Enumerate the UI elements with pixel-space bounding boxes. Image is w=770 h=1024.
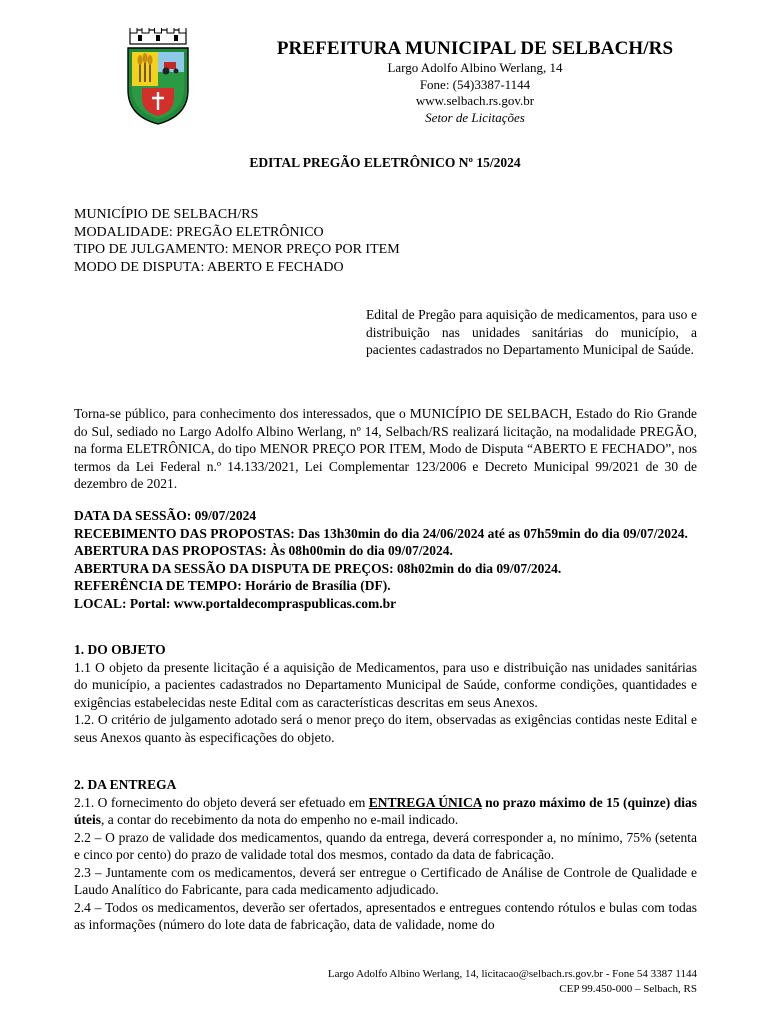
footer-line-1: Largo Adolfo Albino Werlang, 14, licitacao@selbach.rs.gov.br - Fone 54 3387 1144 [327,968,697,980]
section-2-2: 2.2 – O prazo de validade dos medicamentos, quando da entrega, deverá corresponder a, no mínimo, 75% (setenta e cinco por cento) do prazo de validade total dos mesmos, contado da data de fabricação. [74,829,697,862]
section-2-1-bold: no prazo máximo de 15 (quinze) dias úteis [74,794,697,827]
schedule-block [74,507,697,612]
section-2-1 [74,794,697,829]
department: Setor de Licitações [425,109,525,125]
section-1-heading: 1. DO OBJETO [74,642,166,657]
intro-paragraph [74,405,697,493]
schedule-abertura-propostas: ABERTURA DAS PROPOSTAS: Às 08h00min do dia 09/07/2024. [74,543,453,558]
section-entrega [74,776,697,934]
section-1-1: 1.1 O objeto da presente licitação é a aquisição de Medicamentos, para uso e distribuição nas unidades sanitárias do município, a pacientes cadastrados no Departamento Municipal de Saúde, conforme condições, quantidades e exigências estabelecidas neste Edital com as características descritas em seus Anexos. [74,659,697,710]
schedule-recebimento: RECEBIMENTO DAS PROPOSTAS: Das 13h30min do dia 24/06/2024 até as 07h59min do dia 09/07/2024. [74,525,688,541]
footer-line-2: CEP 99.450-000 – Selbach, RS [559,982,697,995]
section-2-heading: 2. DA ENTREGA [74,777,177,792]
phone: Fone: (54)3387-1144 [419,76,531,92]
section-2-3: 2.3 – Juntamente com os medicamentos, deverá ser entregue o Certificado de Análise de Controle de Qualidade e Laudo Analítico do Fabricante, para cada medicamento adjudicado. [74,864,697,897]
page-footer [200,967,697,996]
section-2-1-post: , a contar do recebimento da nota do empenho no e-mail indicado. [101,812,459,827]
section-objeto [74,641,697,746]
municipal-crest-logo [118,28,198,128]
schedule-data-sessao: DATA DA SESSÃO: 09/07/2024 [74,508,257,523]
letterhead [205,38,745,126]
edital-summary: Edital de Pregão para aquisição de medicamentos, para uso e distribuição nas unidades sanitárias do município, a pacientes cadastrados no Departamento Municipal de Saúde. [366,307,697,357]
edital-title: EDITAL PREGÃO ELETRÔNICO Nº 15/2024 [249,155,521,170]
schedule-abertura-sessao: ABERTURA DA SESSÃO DA DISPUTA DE PREÇOS: 08h02min do dia 09/07/2024. [74,560,562,576]
address: Largo Adolfo Albino Werlang, 14 [387,60,563,75]
meta-modalidade: MODALIDADE: PREGÃO ELETRÔNICO [74,224,324,240]
section-2-4: 2.4 – Todos os medicamentos, deverão ser ofertados, apresentados e entregues contendo rótulos e bulas com todas as informações (número do lote data de fabricação, data de validade, nome do [74,899,697,932]
intro-text: Torna-se público, para conhecimento dos interessados, que o MUNICÍPIO DE SELBACH, Estado do Rio Grande do Sul, sediado no Largo Adolfo Albino Werlang, nº 14, Selbach/RS realizará licitação, na modalidade PREGÃO, na forma ELETRÔNICA, do tipo MENOR PREÇO POR ITEM, Modo de Disputa “ABERTO E FECHADO”, nos termos da Lei Federal n.º 14.133/2021, Lei Complementar 123/2006 e Decreto Municipal 99/2021 de 30 de dezembro de 2021. [74,406,697,491]
edital-meta [74,206,400,276]
website: www.selbach.rs.gov.br [415,93,535,108]
section-2-1-pre: 2.1. O fornecimento do objeto deverá ser efetuado em [74,794,369,810]
meta-disputa: MODO DE DISPUTA: ABERTO E FECHADO [74,259,344,275]
meta-julgamento: TIPO DE JULGAMENTO: MENOR PREÇO POR ITEM [74,242,400,257]
section-2-1-underline: ENTREGA ÚNICA [368,794,482,810]
meta-municipio: MUNICÍPIO DE SELBACH/RS [74,207,259,222]
schedule-referencia: REFERÊNCIA DE TEMPO: Horário de Brasília (DF). [74,578,391,593]
schedule-local: LOCAL: Portal: www.portaldecompraspublicas.com.br [74,595,397,611]
section-1-2: 1.2. O critério de julgamento adotado será o menor preço do item, observadas as exigências contidas neste Edital e seus Anexos quanto às especificações do objeto. [74,712,697,745]
municipality-title: PREFEITURA MUNICIPAL DE SELBACH/RS [276,38,674,59]
